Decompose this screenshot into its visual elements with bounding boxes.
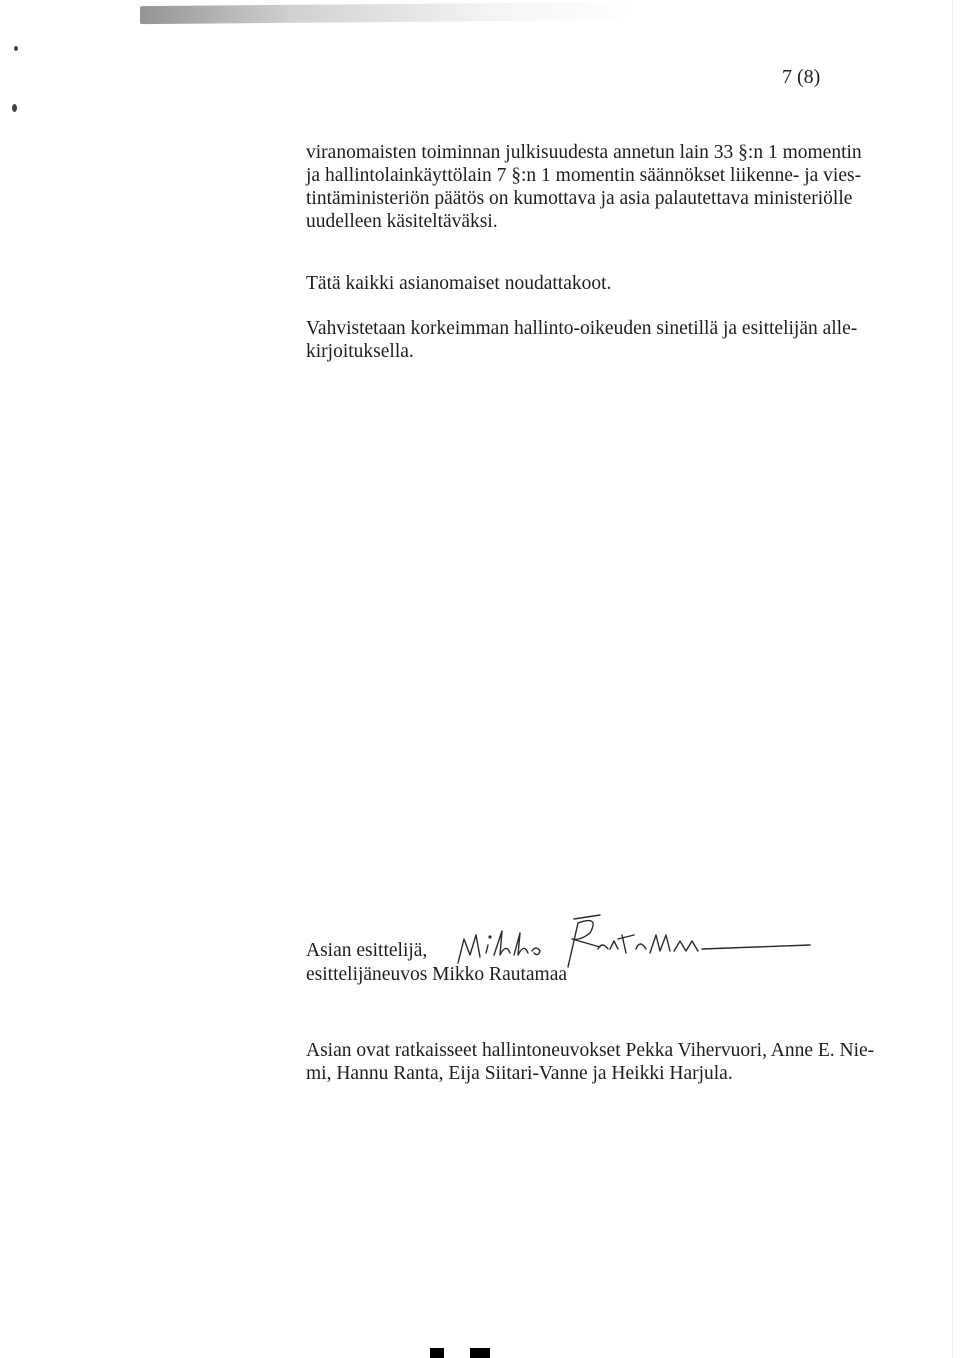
confirmation-paragraph [306, 317, 916, 363]
text-line: ja hallintolainkäyttölain 7 §:n 1 momentin säännökset liikenne- ja vies- [306, 165, 862, 186]
text-line: Tätä kaikki asianomaiset noudattakoot. [306, 273, 612, 294]
scan-speck [12, 104, 17, 112]
text-line: tintäministeriön päätös on kumottava ja asia palautettava ministeriölle [306, 188, 853, 209]
scan-artifact [140, 2, 640, 24]
decision-paragraph [306, 141, 916, 233]
text-line: uudelleen käsiteltäväksi. [306, 211, 498, 232]
text-line: mi, Hannu Ranta, Eija Siitari-Vanne ja Heikki Harjula. [306, 1063, 733, 1084]
presenter-label: Asian esittelijä, [306, 940, 428, 961]
notice-paragraph [306, 272, 916, 295]
text-line: Asian ovat ratkaisseet hallintoneuvokset Pekka Vihervuori, Anne E. Nie- [306, 1040, 875, 1061]
text-line: Vahvistetaan korkeimman hallinto-oikeuden sinetillä ja esittelijän alle- [306, 318, 858, 339]
text-line: viranomaisten toiminnan julkisuudesta annetun lain 33 §:n 1 momentin [306, 142, 862, 163]
scan-speck [14, 46, 18, 51]
page-number: 7 (8) [782, 66, 821, 88]
page-edge [952, 0, 953, 1358]
text-line: kirjoituksella. [306, 341, 414, 362]
scan-mark [470, 1348, 490, 1358]
handwritten-signature [450, 895, 870, 975]
judges-paragraph [306, 1039, 926, 1085]
scan-mark [430, 1348, 444, 1358]
presenter-name: esittelijäneuvos Mikko Rautamaa [306, 964, 568, 985]
